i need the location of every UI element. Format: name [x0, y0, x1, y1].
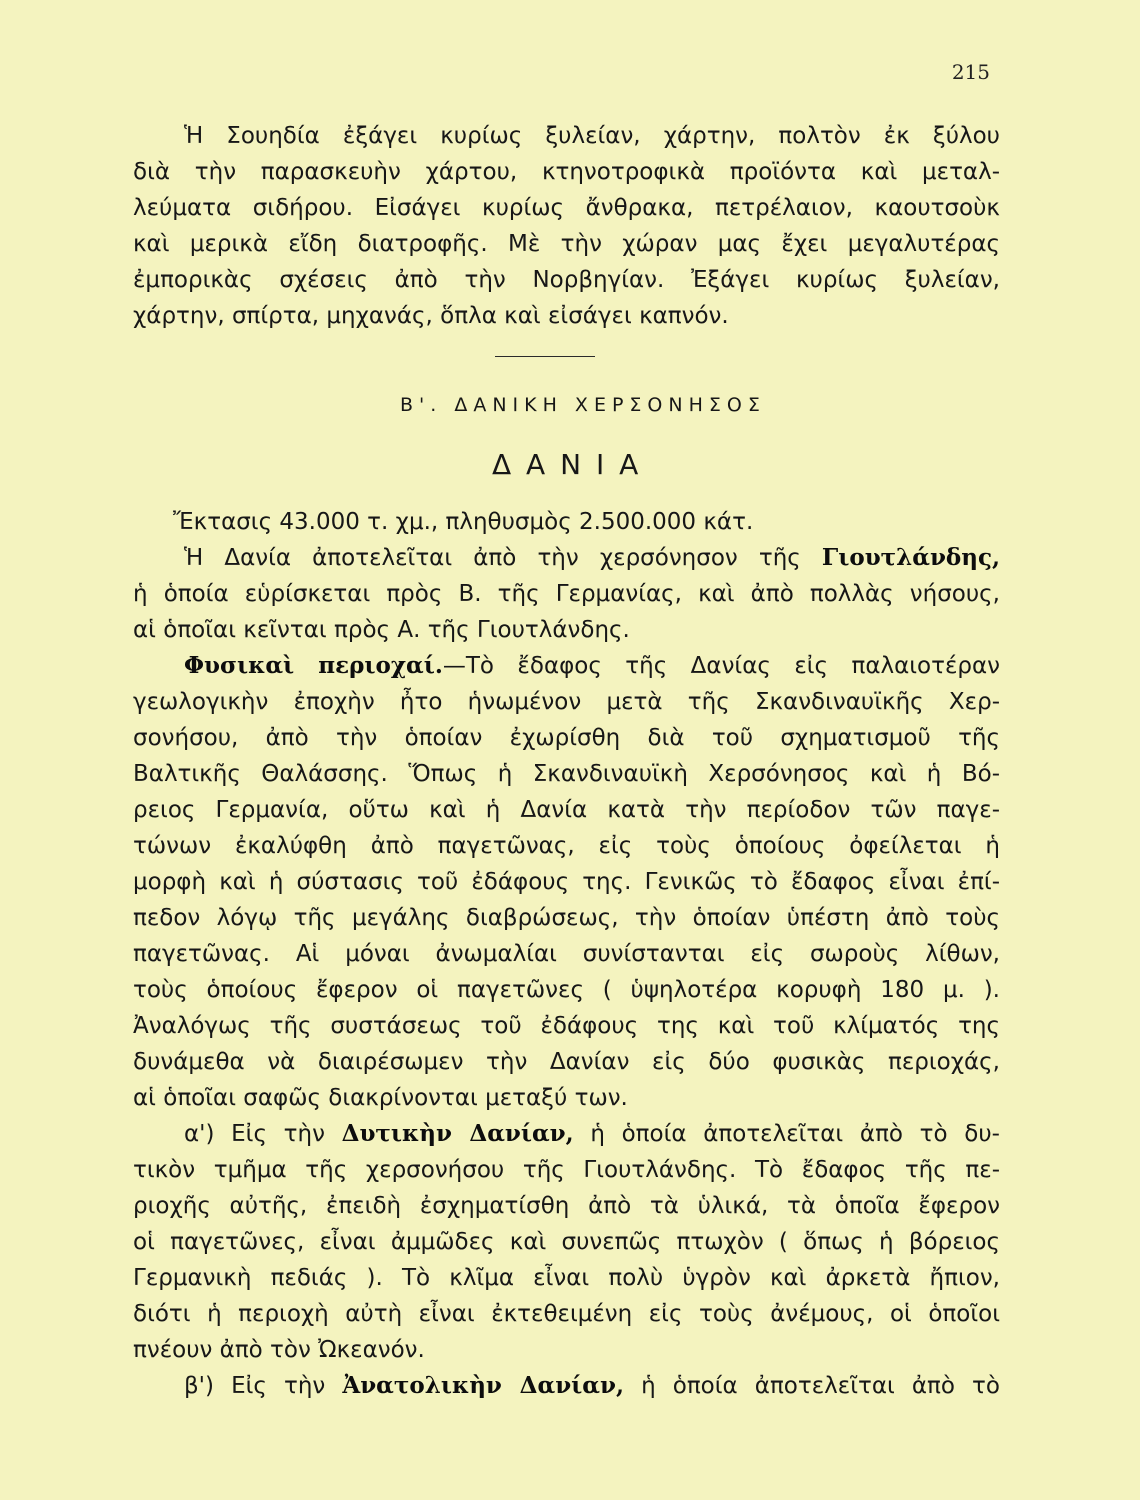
text-line: Ἀναλόγως τῆς συστάσεως τοῦ ἐδάφους της καὶ τοῦ κλίματός της: [133, 1013, 1000, 1039]
bold-term: Ἀνατολικὴν Δανίαν,: [342, 1372, 624, 1399]
text-run: β') Εἰς τὴν: [184, 1373, 343, 1399]
text-line: σονήσου, ἀπὸ τὴν ὁποίαν ἐχωρίσθη διὰ τοῦ σχηματισμοῦ τῆς: [133, 725, 1000, 751]
text-line: χάρτην, σπίρτα, μηχανάς, ὅπλα καὶ εἰσάγει καπνόν.: [133, 303, 729, 329]
country-heading: Δ Α Ν Ι Α: [492, 448, 642, 481]
text-run: ἡ ὁποία ἀποτελεῖται ἀπὸ τὸ δυ-: [573, 1121, 1000, 1147]
text-line: [133, 1368, 1000, 1404]
text-line: μορφὴ καὶ ἡ σύστασις τοῦ ἐδάφους της. Γενικῶς τὸ ἔδαφος εἶναι ἐπί-: [133, 869, 1000, 895]
text-line: Βαλτικῆς Θαλάσσης. Ὅπως ἡ Σκανδιναυϊκὴ Χερσόνησος καὶ ἡ Βό-: [133, 761, 1000, 787]
text-line: Ἡ Σουηδία ἐξάγει κυρίως ξυλείαν, χάρτην, πολτὸν ἐκ ξύλου: [184, 123, 1000, 149]
text-line: τώνων ἐκαλύφθη ἀπὸ παγετῶνας, εἰς τοὺς ὁποίους ὀφείλεται ἡ: [133, 833, 1000, 859]
text-line: τικὸν τμῆμα τῆς χερσονήσου τῆς Γιουτλάνδης. Τὸ ἔδαφος τῆς πε-: [133, 1157, 1000, 1183]
denmark-section: [133, 504, 1000, 1404]
bold-term: Δυτικὴν Δανίαν,: [341, 1120, 574, 1147]
text-run: α') Εἰς τὴν: [184, 1121, 342, 1147]
subsection-title: Φυσικαὶ περιοχαί.: [184, 652, 443, 679]
text-line: αἱ ὁποῖαι σαφῶς διακρίνονται μεταξύ των.: [133, 1085, 628, 1111]
paragraph-sweden-trade: [133, 118, 1000, 334]
text-run: ἡ ὁποία ἀποτελεῖται ἀπὸ τὸ: [623, 1373, 1000, 1399]
area-population-line: Ἔκτασις 43.000 τ. χμ., πληθυσμὸς 2.500.000 κάτ.: [173, 509, 754, 535]
text-line: καὶ μερικὰ εἴδη διατροφῆς. Μὲ τὴν χώραν μας ἔχει μεγαλυτέρας: [133, 231, 1000, 257]
text-line: διὰ τὴν παρασκευὴν χάρτου, κτηνοτροφικὰ προϊόντα καὶ μεταλ-: [133, 159, 1000, 185]
text-run: Ἡ Δανία ἀποτελεῖται ἀπὸ τὴν χερσόνησον τῆς: [184, 545, 822, 571]
text-run: —Τὸ ἔδαφος τῆς Δανίας εἰς παλαιοτέραν: [442, 653, 1001, 679]
text-line: [133, 540, 1000, 576]
bold-term: Γιουτλάνδης,: [821, 544, 1000, 571]
text-line: ἡ ὁποία εὑρίσκεται πρὸς Β. τῆς Γερμανίας, καὶ ἀπὸ πολλὰς νήσους,: [133, 581, 1000, 607]
text-line: γεωλογικὴν ἐποχὴν ἦτο ἡνωμένον μετὰ τῆς Σκανδιναυϊκῆς Χερ-: [133, 689, 1000, 715]
text-line: δυνάμεθα νὰ διαιρέσωμεν τὴν Δανίαν εἰς δύο φυσικὰς περιοχάς,: [133, 1049, 1000, 1075]
section-heading: Β'. ΔΑΝΙΚΗ ΧΕΡΣΟΝΗΣΟΣ: [400, 394, 766, 416]
text-line: [133, 1116, 1000, 1152]
text-line: τοὺς ὁποίους ἔφερον οἱ παγετῶνες ( ὑψηλοτέρα κορυφὴ 180 μ. ).: [133, 977, 1000, 1003]
text-line: λεύματα σιδήρου. Εἰσάγει κυρίως ἄνθρακα, πετρέλαιον, καουτσοὺκ: [133, 195, 1000, 221]
page-number: 215: [951, 60, 990, 84]
text-line: παγετῶνας. Αἱ μόναι ἀνωμαλίαι συνίστανται εἰς σωροὺς λίθων,: [133, 941, 1000, 967]
text-line: ριοχῆς αὐτῆς, ἐπειδὴ ἐσχηματίσθη ἀπὸ τὰ ὑλικά, τὰ ὁποῖα ἔφερον: [133, 1193, 1000, 1219]
text-line: ρειος Γερμανία, οὕτω καὶ ἡ Δανία κατὰ τὴν περίοδον τῶν παγε-: [133, 797, 1000, 823]
text-line: αἱ ὁποῖαι κεῖνται πρὸς Α. τῆς Γιουτλάνδης.: [133, 617, 630, 643]
section-divider: [495, 356, 595, 357]
text-line: ἐμπορικὰς σχέσεις ἀπὸ τὴν Νορβηγίαν. Ἐξάγει κυρίως ξυλείαν,: [133, 267, 1000, 293]
text-line: [133, 648, 1000, 684]
text-line: Γερμανικὴ πεδιάς ). Τὸ κλῖμα εἶναι πολὺ ὑγρὸν καὶ ἀρκετὰ ἤπιον,: [133, 1265, 1000, 1291]
text-line: πεδον λόγῳ τῆς μεγάλης διαβρώσεως, τὴν ὁποίαν ὑπέστη ἀπὸ τοὺς: [133, 905, 1000, 931]
text-line: οἱ παγετῶνες, εἶναι ἀμμῶδες καὶ συνεπῶς πτωχὸν ( ὅπως ἡ βόρειος: [133, 1229, 1000, 1255]
text-line: διότι ἡ περιοχὴ αὐτὴ εἶναι ἐκτεθειμένη εἰς τοὺς ἀνέμους, οἱ ὁποῖοι: [133, 1301, 1000, 1327]
text-line: πνέουν ἀπὸ τὸν Ὠκεανόν.: [133, 1337, 425, 1363]
